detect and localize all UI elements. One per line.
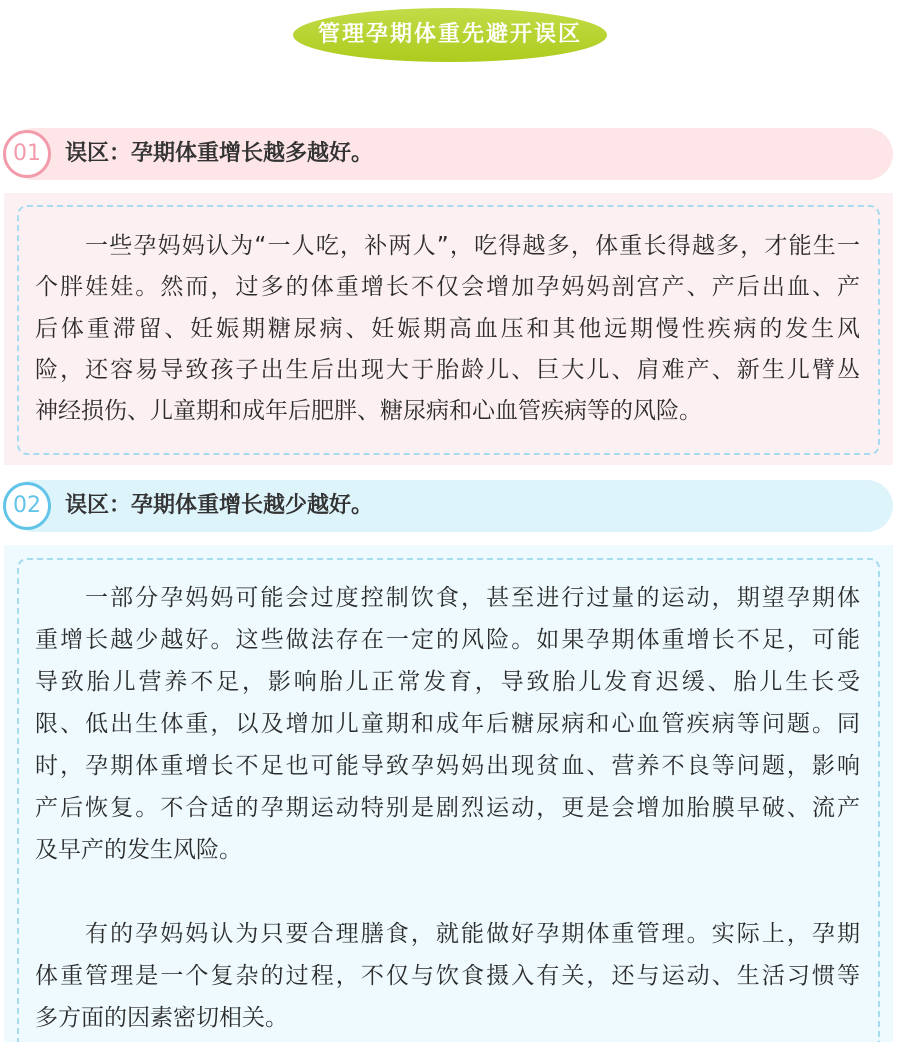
paragraph — [35, 226, 860, 432]
text-line: 险，还容易导致孩子出生后出现大于胎龄儿、巨大儿、肩难产、新生儿臂丛 — [35, 356, 860, 383]
section-title: 误区：孕期体重增长越少越好。 — [65, 493, 374, 518]
text-line: 后体重滞留、妊娠期糖尿病、妊娠期高血压和其他远期慢性疾病的发生风 — [35, 315, 860, 342]
text-line: 个胖娃娃。然而，过多的体重增长不仅会增加孕妈妈剖宫产、产后出血、产 — [35, 274, 860, 301]
text-line: 导致胎儿营养不足，影响胎儿正常发育，导致胎儿发育迟缓、胎儿生长受 — [35, 669, 860, 695]
section-panel — [4, 193, 893, 465]
section-title: 误区：孕期体重增长越多越好。 — [65, 141, 374, 166]
banner-title: 管理孕期体重先避开误区 — [317, 22, 582, 47]
section-panel — [4, 545, 893, 1042]
text-line: 时，孕期体重增长不足也可能导致孕妈妈出现贫血、营养不良等问题，影响 — [35, 753, 860, 779]
text-line: 限、低出生体重，以及增加儿童期和成年后糖尿病和心血管疾病等问题。同 — [35, 711, 860, 737]
content-box — [17, 205, 880, 455]
text-line: 神经损伤、儿童期和成年后肥胖、糖尿病和心血管疾病等的风险。 — [35, 398, 702, 425]
paragraph — [35, 913, 860, 1039]
text-line: 重增长越少越好。这些做法存在一定的风险。如果孕期体重增长不足，可能 — [35, 627, 860, 653]
title-banner — [293, 8, 607, 62]
text-line: 一部分孕妈妈可能会过度控制饮食，甚至进行过量的运动，期望孕期体 — [85, 585, 860, 611]
text-line: 及早产的发生风险。 — [35, 837, 242, 863]
section-misconception-01 — [0, 128, 900, 465]
text-line: 产后恢复。不合适的孕期运动特别是剧烈运动，更是会增加胎膜早破、流产 — [35, 795, 860, 821]
text-line: 体重管理是一个复杂的过程，不仅与饮食摄入有关，还与运动、生活习惯等 — [35, 963, 860, 989]
section-misconception-02 — [0, 480, 900, 1042]
paragraph — [35, 577, 860, 871]
section-number-badge: 02 — [3, 482, 51, 530]
text-line: 有的孕妈妈认为只要合理膳食，就能做好孕期体重管理。实际上，孕期 — [85, 921, 860, 947]
text-line: 多方面的因素密切相关。 — [35, 1005, 288, 1031]
section-number-badge: 01 — [3, 130, 51, 178]
content-box — [17, 558, 880, 1042]
text-line: 一些孕妈妈认为“一人吃，补两人”，吃得越多，体重长得越多，才能生一 — [85, 233, 860, 259]
